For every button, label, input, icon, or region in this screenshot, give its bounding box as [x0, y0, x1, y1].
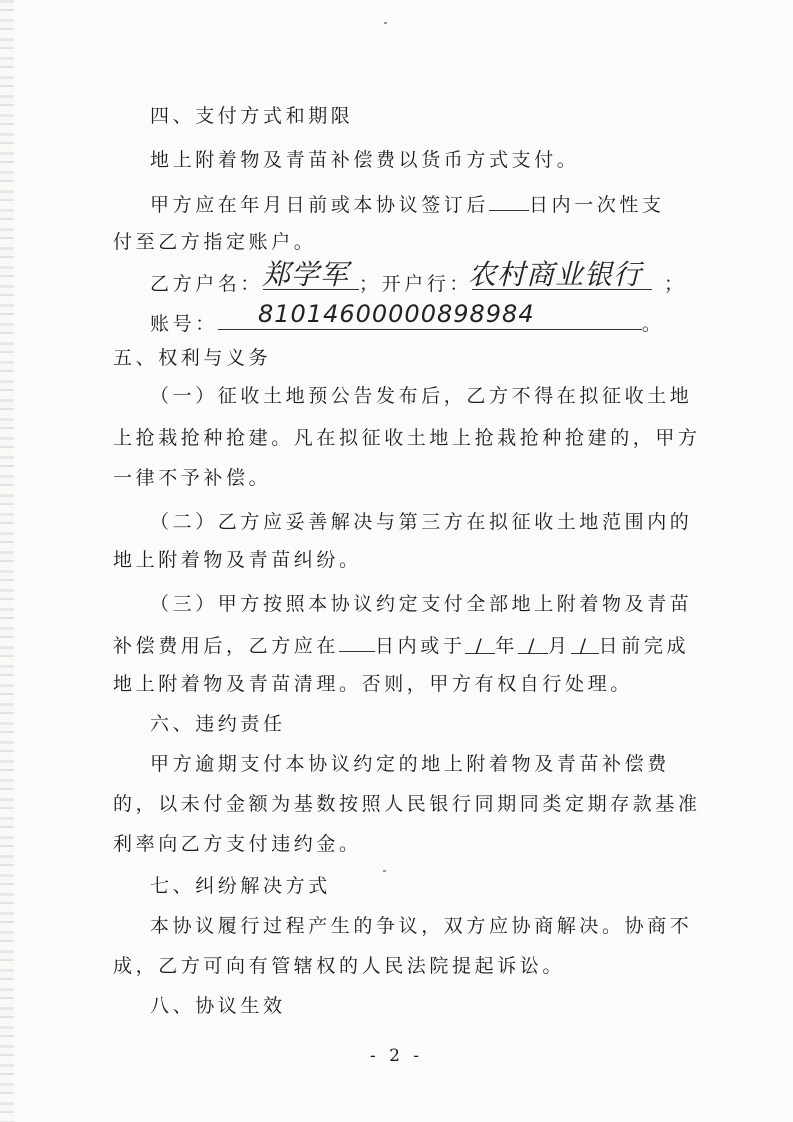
- scan-speck: [383, 870, 386, 872]
- paragraph: 甲方逾期支付本协议约定的地上附着物及青苗补偿费: [150, 753, 670, 775]
- account-name-label: 乙方户名：: [150, 273, 264, 295]
- paragraph: 利率向乙方支付违约金。: [113, 833, 362, 855]
- section-heading-rights: 五、权利与义务: [113, 347, 272, 369]
- paragraph: 上抢栽抢种抢建。凡在拟征收土地上抢栽抢种抢建的，甲方: [113, 427, 701, 449]
- account-name-handwriting: 郑学军: [262, 258, 350, 291]
- paragraph: 一律不予补偿。: [113, 467, 272, 489]
- day-field: /: [571, 634, 599, 654]
- paragraph: 甲方应在年月日前或本协议签订后 日内一次性支: [150, 191, 665, 217]
- paragraph: 地上附着物及青苗纠纷。: [113, 549, 362, 571]
- year-field: /: [465, 634, 495, 654]
- bank-label: ；开户行：: [359, 273, 473, 295]
- account-no-label: 账号：: [150, 313, 218, 335]
- section-heading-liability: 六、违约责任: [150, 713, 286, 735]
- scan-speck: [384, 22, 387, 24]
- paragraph: 地上附着物及青苗补偿费以货币方式支付。: [150, 149, 580, 171]
- month-field: /: [518, 634, 548, 654]
- section-heading-dispute: 七、纠纷解决方式: [150, 875, 331, 897]
- scan-edge-artifact: [0, 0, 14, 1122]
- account-name-row: 乙方户名： ；开户行： ；: [150, 270, 687, 296]
- account-no-handwriting: 81014600000898984: [258, 300, 535, 328]
- blank-days: [339, 632, 375, 652]
- paragraph: 付至乙方指定账户。: [113, 231, 317, 253]
- page-number: - 2 -: [369, 1046, 424, 1066]
- paragraph: 本协议履行过程产生的争议，双方应协商解决。协商不: [150, 915, 693, 937]
- paragraph: 的，以未付金额为基数按照人民银行同期同类定期存款基准: [113, 793, 701, 815]
- section-heading-effect: 八、协议生效: [150, 995, 286, 1017]
- paragraph: 成，乙方可向有管辖权的人民法院提起诉讼。: [113, 955, 566, 977]
- bank-handwriting: 农村商业银行: [468, 258, 643, 291]
- paragraph: 补偿费用后，乙方应在 日内或于 / 年 / 月 / 日前完成: [113, 632, 689, 658]
- account-no-row: 账号： 。: [150, 310, 664, 336]
- paragraph: 地上附着物及青苗清理。否则，甲方有权自行处理。: [113, 673, 633, 695]
- paragraph: （二）乙方应妥善解决与第三方在拟征收土地范围内的: [150, 511, 693, 533]
- blank-days: [489, 191, 529, 211]
- section-heading-payment: 四、支付方式和期限: [150, 105, 354, 127]
- paragraph: （三）甲方按照本协议约定支付全部地上附着物及青苗: [150, 593, 693, 615]
- paragraph: （一）征收土地预公告发布后，乙方不得在拟征收土地: [150, 385, 693, 407]
